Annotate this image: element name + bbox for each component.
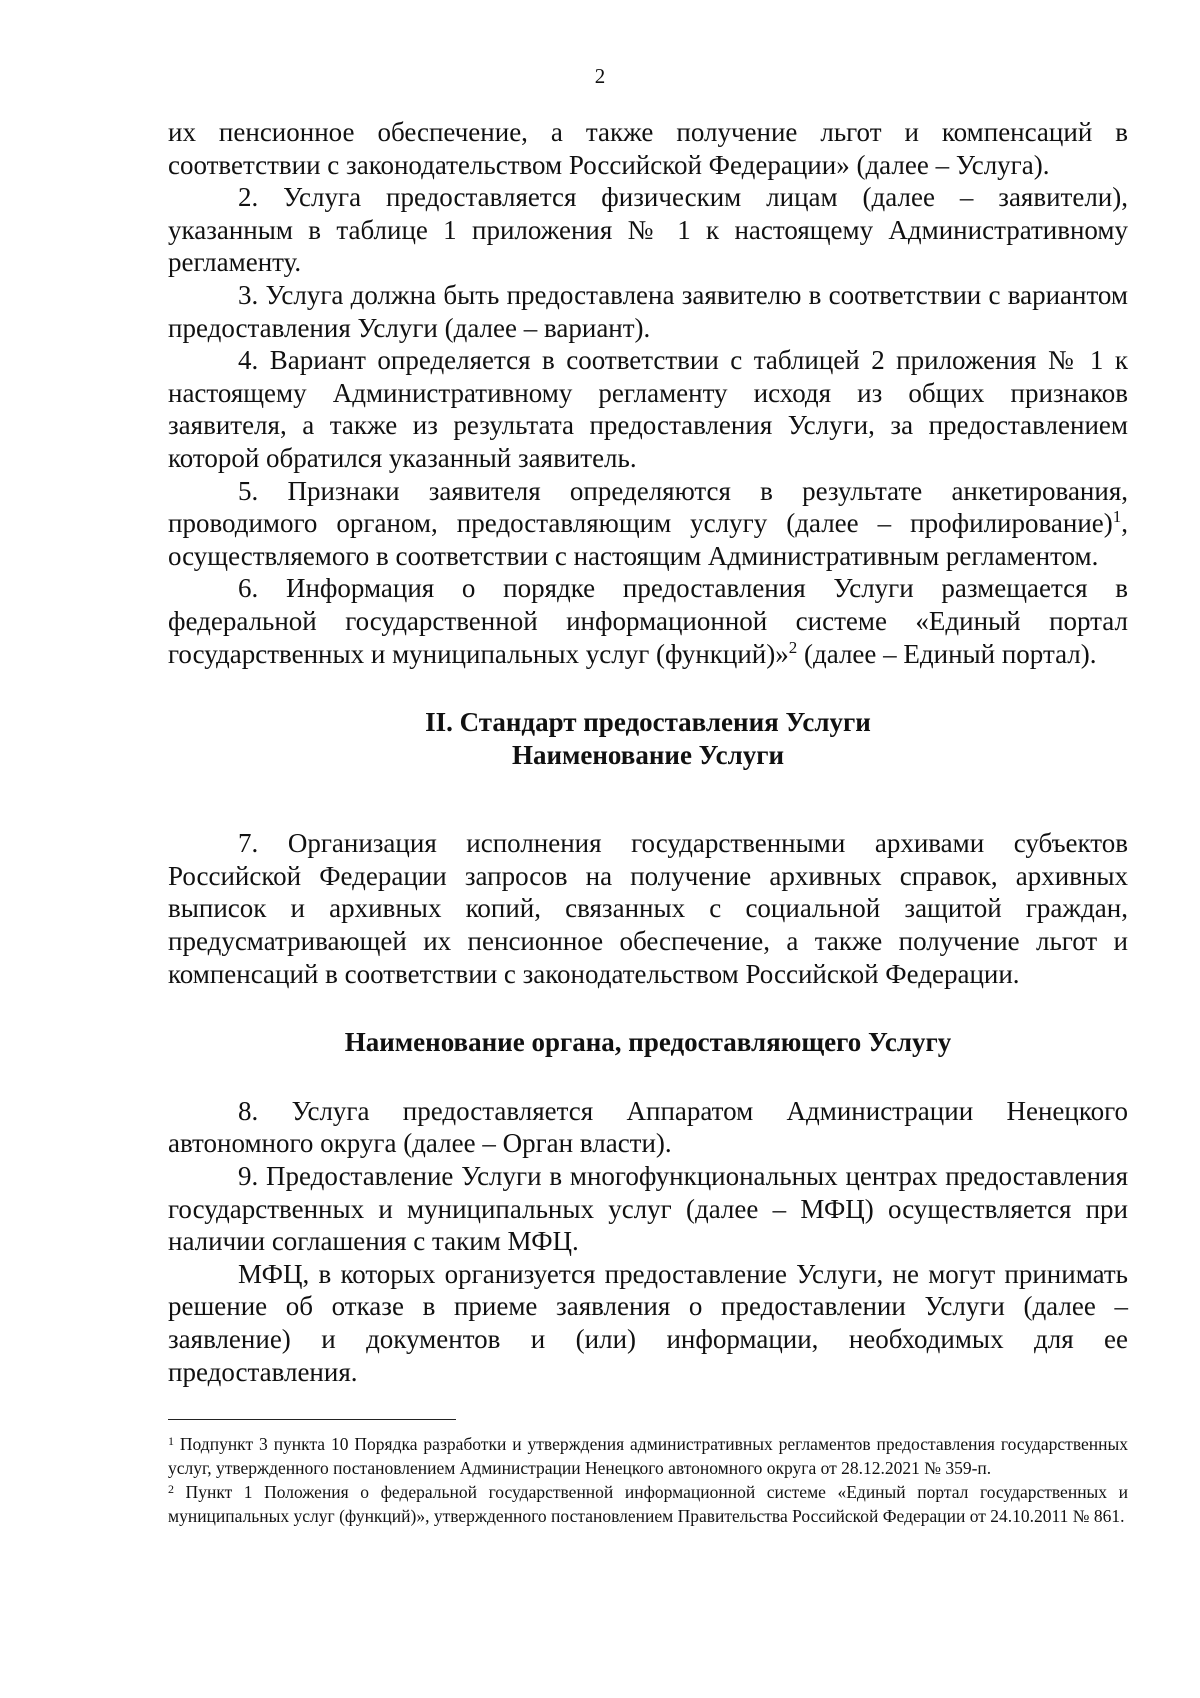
footnote-2 bbox=[168, 1480, 1128, 1528]
paragraph-5-text: 5. Признаки заявителя определяются в результате анкетирования, проводимого органом, предоставляющим услугу (далее – профилирование) bbox=[168, 475, 1128, 539]
authority-title: Наименование органа, предоставляющего Услугу bbox=[344, 1027, 952, 1058]
paragraph-2: 2. Услуга предоставляется физическим лицам (далее – заявители), указанным в таблице 1 приложения № 1 к настоящему Административному регламенту. bbox=[168, 182, 1128, 278]
footnote-2-text: Пункт 1 Положения о федеральной государственной информационной системе «Единый портал государственных и муниципальных услуг (функций)», утвержденного постановлением Правительства Российской Федерации от 24.10.2011 № 861. bbox=[168, 1482, 1128, 1526]
paragraph-6 bbox=[168, 572, 1128, 670]
section-heading-block bbox=[168, 706, 1128, 771]
paragraph-6-text-end: (далее – Единый портал). bbox=[797, 638, 1097, 669]
footnotes bbox=[168, 1432, 1128, 1528]
section-title: II. Стандарт предоставления Услуги bbox=[425, 707, 871, 738]
service-name-title: Наименование Услуги bbox=[511, 739, 785, 770]
paragraph-9: 9. Предоставление Услуги в многофункциональных центрах предоставления государственных и муниципальных услуг (далее – МФЦ) осуществляется при наличии соглашения с таким МФЦ. bbox=[168, 1161, 1128, 1257]
footnote-1 bbox=[168, 1432, 1128, 1480]
paragraph-10: МФЦ, в которых организуется предоставление Услуги, не могут принимать решение об отказе в приеме заявления о предоставлении Услуги (далее – заявление) и документов и (или) информации, необходимых для ее предоставления. bbox=[168, 1258, 1128, 1387]
paragraph-5 bbox=[168, 475, 1128, 573]
page-number: 2 bbox=[594, 64, 606, 88]
footnote-1-marker: 1 bbox=[168, 1434, 174, 1448]
footnote-ref-2: 2 bbox=[788, 637, 798, 657]
paragraph-4: 4. Вариант определяется в соответствии с таблицей 2 приложения № 1 к настоящему Административному регламенту исходя из общих признаков заявителя, а также из результата предоставления Услуги, за предоставлением которой обратился указанный заявитель. bbox=[168, 345, 1128, 473]
footnote-1-text: Подпункт 3 пункта 10 Порядка разработки и утверждения административных регламентов предоставления государственных услуг, утвержденного постановлением Администрации Ненецкого автономного округа от 28.12.2021 № 359-п. bbox=[168, 1434, 1128, 1478]
paragraph-7: 7. Организация исполнения государственными архивами субъектов Российской Федерации запросов на получение архивных справок, архивных выписок и архивных копий, связанных с социальной защитой граждан, предусматривающей их пенсионное обеспечение, а также получение льгот и компенсаций в соответствии с законодательством Российской Федерации. bbox=[168, 828, 1128, 989]
paragraph-5-text-end: , осуществляемого в соответствии с настоящим Административным регламентом. bbox=[168, 508, 1128, 571]
footnote-2-marker: 2 bbox=[168, 1482, 174, 1496]
paragraph-continuation: их пенсионное обеспечение, а также получение льгот и компенсаций в соответствии с законодательством Российской Федерации» (далее – Услуга). bbox=[168, 117, 1128, 180]
footnote-divider bbox=[168, 1419, 456, 1420]
paragraph-3: 3. Услуга должна быть предоставлена заявителю в соответствии с вариантом предоставления Услуги (далее – вариант). bbox=[168, 279, 1128, 343]
footnote-ref-1: 1 bbox=[1112, 507, 1122, 527]
paragraph-6-text: 6. Информация о порядке предоставления Услуги размещается в федеральной государственной информационной системе «Единый портал государственных и муниципальных услуг (функций)» bbox=[168, 573, 1128, 669]
main-text bbox=[168, 116, 1128, 1388]
paragraph-8: 8. Услуга предоставляется Аппаратом Администрации Ненецкого автономного округа (далее – Орган власти). bbox=[168, 1095, 1128, 1159]
